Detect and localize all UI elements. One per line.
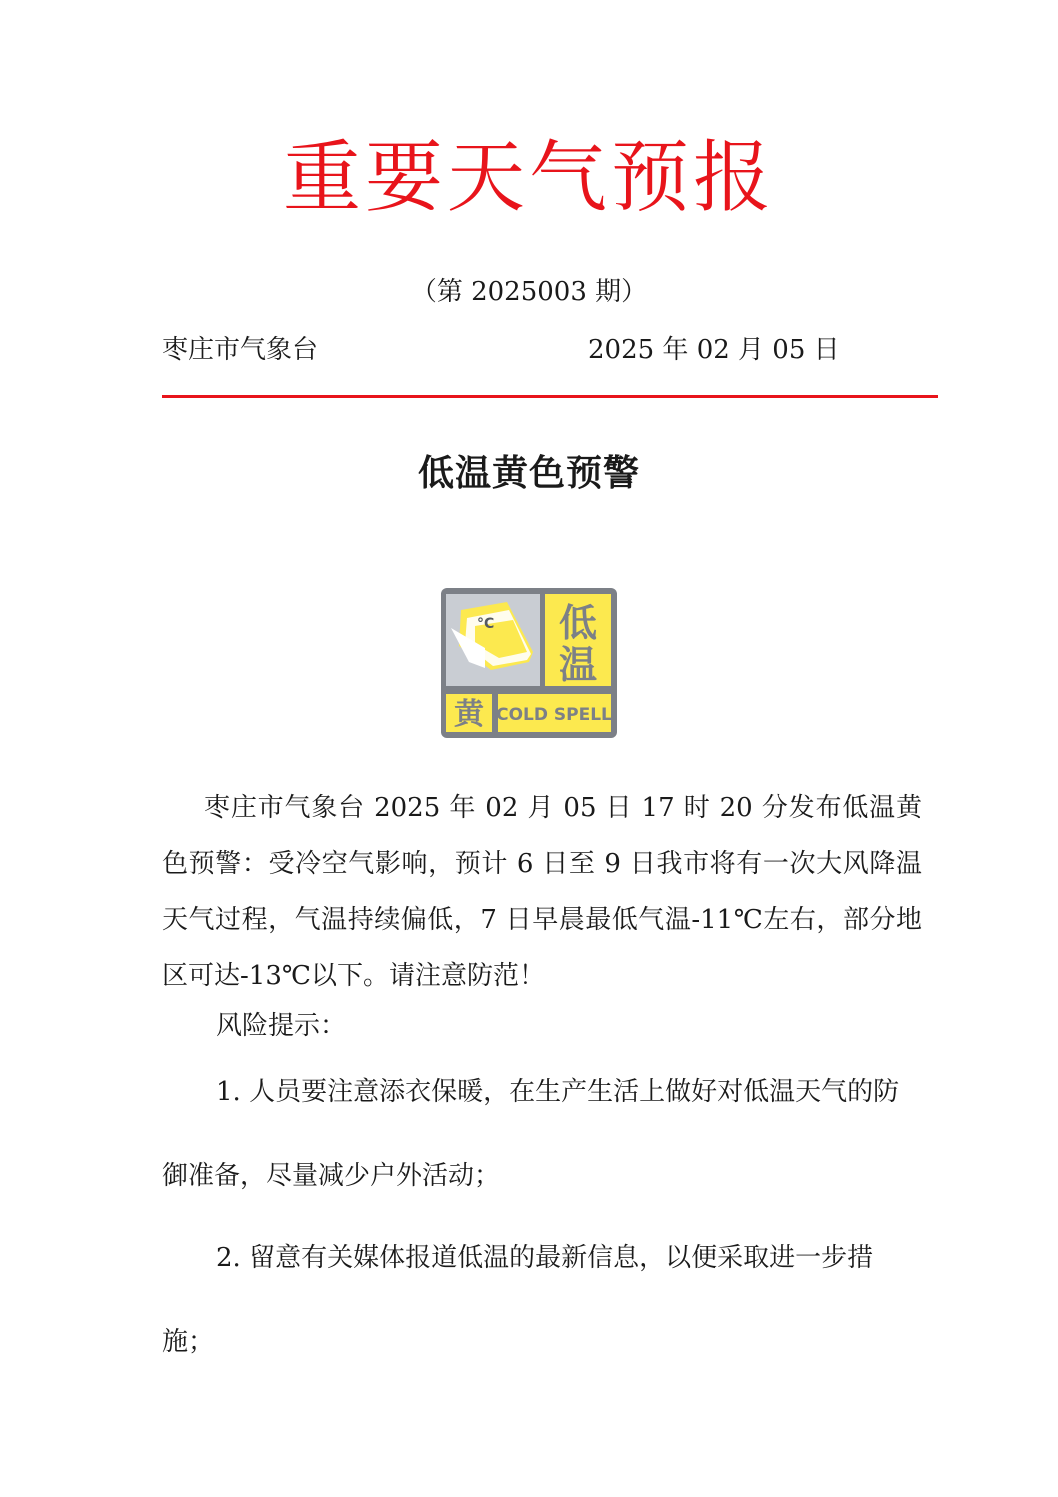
issue-number: （第 2025003 期） [410,277,648,307]
issuer-name: 枣庄市气象台 [162,335,319,365]
badge-type-char-1: 低 [558,601,598,645]
risk-tips-heading: 风险提示： [216,1011,347,1041]
badge-level-char: 黄 [454,697,484,732]
masthead-title: 重要天气预报 [282,133,775,223]
cold-spell-yellow-warning-badge [441,588,617,738]
badge-english-label: COLD SPELL [496,705,612,725]
badge-type-char-2: 温 [558,643,598,687]
risk-item-2: 2. 留意有关媒体报道低温的最新信息，以便采取进一步措施； [162,1243,874,1357]
warning-title: 低温黄色预警 [417,452,640,494]
warning-body-text: 枣庄市气象台 2025 年 02 月 05 日 17 时 20 分发布低温黄色预警：受冷空气影响，预计 6 日至 9 日我市将有一次大风降温天气过程，气温持续偏低，7 日早晨最低气温-11℃左右，部分地区可达-13℃以下。请注意防范！ [162,793,922,991]
risk-item-1: 1. 人员要注意添衣保暖，在生产生活上做好对低温天气的防御准备，尽量减少户外活动； [162,1077,900,1191]
issue-date: 2025 年 02 月 05 日 [588,335,840,365]
header-divider [162,395,938,398]
celsius-icon: °C [477,616,495,632]
